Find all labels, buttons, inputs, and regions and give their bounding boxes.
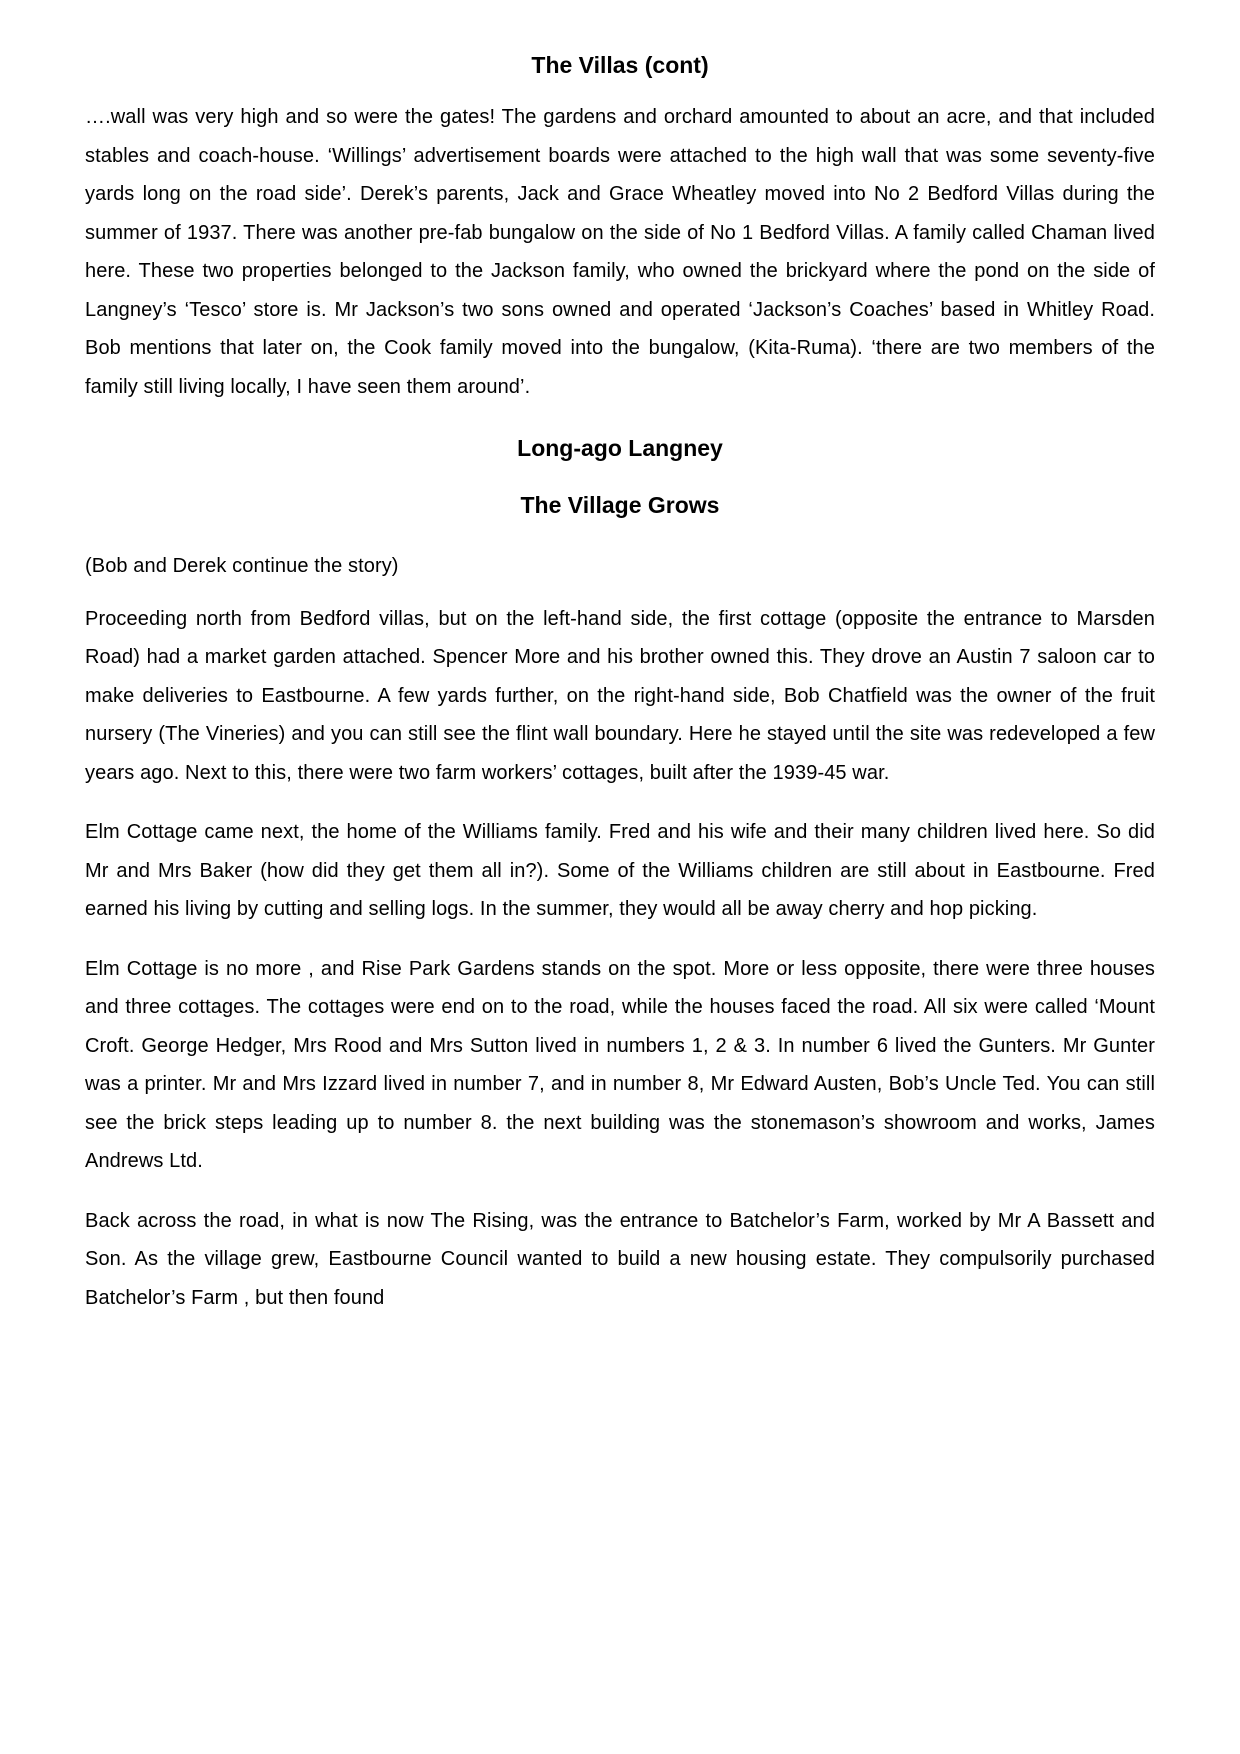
paragraph-proceeding-north: Proceeding north from Bedford villas, but on the left-hand side, the first cottage (opposite the entrance to Marsden Road) had a market garden attached. Spencer More and his brother owned this. They drove an Austin 7 saloon car to make deliveries to Eastbourne. A few yards further, on the right-hand side, Bob Chatfield was the owner of the fruit nursery (The Vineries) and you can still see the flint wall boundary. Here he stayed until the site was redeveloped a few years ago. Next to this, there were two farm workers’ cottages, built after the 1939-45 war. [85, 607, 1155, 784]
intro-line: (Bob and Derek continue the story) [85, 555, 399, 577]
paragraph-mount-croft: Elm Cottage is no more , and Rise Park Gardens stands on the spot. More or less opposite, there were three houses and three cottages. The cottages were end on to the road, while the houses faced the road. All six were called ‘Mount Croft. George Hedger, Mrs Rood and Mrs Sutton lived in numbers 1, 2 & 3. In number 6 lived the Gunters. Mr Gunter was a printer. Mr and Mrs Izzard lived in number 7, and in number 8, Mr Edward Austen, Bob’s Uncle Ted. You can still see the brick steps leading up to number 8. the next building was the stonemason’s showroom and works, James Andrews Ltd. [85, 957, 1155, 1172]
paragraph-batchelors-farm: Back across the road, in what is now The Rising, was the entrance to Batchelor’s Farm, worked by Mr A Bassett and Son. As the village grew, Eastbourne Council wanted to build a new housing estate. They compulsorily purchased Batchelor’s Farm , but then found [85, 1209, 1155, 1309]
heading-long-ago-langney: Long-ago Langney [517, 435, 723, 461]
paragraph-villas-cont: ….wall was very high and so were the gates! The gardens and orchard amounted to about an acre, and that included stables and coach-house. ‘Willings’ advertisement boards were attached to the high wall that was some seventy-five yards long on the road side’. Derek’s parents, Jack and Grace Wheatley moved into No 2 Bedford Villas during the summer of 1937. There was another pre-fab bungalow on the side of No 1 Bedford Villas. A family called Chaman lived here. These two properties belonged to the Jackson family, who owned the brickyard where the pond on the side of Langney’s ‘Tesco’ store is. Mr Jackson’s two sons owned and operated ‘Jackson’s Coaches’ based in Whitley Road. Bob mentions that later on, the Cook family moved into the bungalow, (Kita-Ruma). ‘there are two members of the family still living locally, I have seen them around’. [85, 106, 1155, 398]
page-title: The Villas (cont) [531, 52, 709, 78]
paragraph-elm-cottage: Elm Cottage came next, the home of the Williams family. Fred and his wife and their many children lived here. So did Mr and Mrs Baker (how did they get them all in?). Some of the Williams children are still about in Eastbourne. Fred earned his living by cutting and selling logs. In the summer, they would all be away cherry and hop picking. [85, 821, 1155, 920]
heading-village-grows: The Village Grows [520, 492, 720, 518]
